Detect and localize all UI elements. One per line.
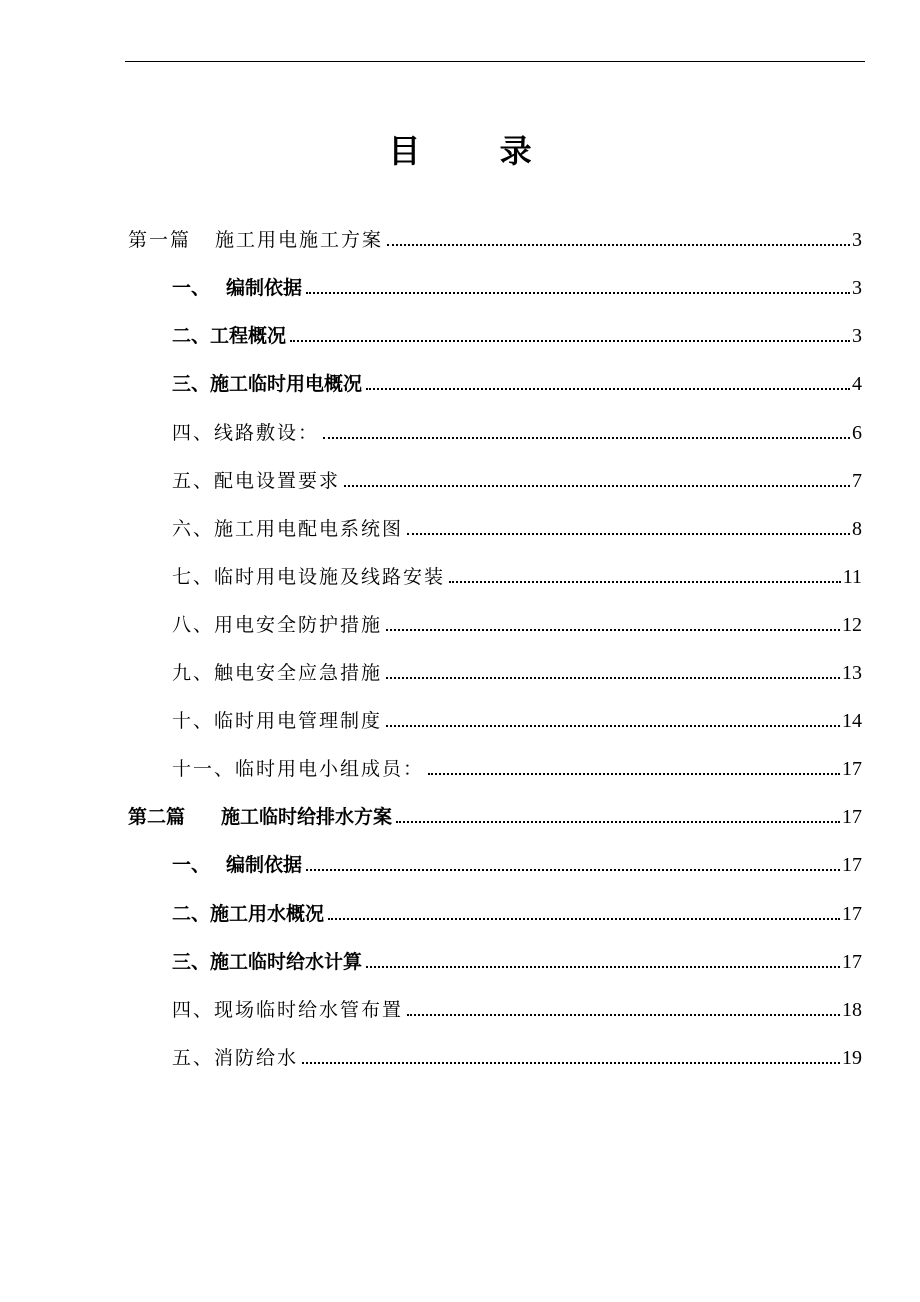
toc-page-number: 3 [852, 325, 862, 347]
toc-entry-label: 七、临时用电设施及线路安装 [172, 566, 446, 588]
toc-page-number: 17 [842, 951, 862, 973]
page-title: 目 录 [388, 132, 566, 170]
toc-entry-label: 三、施工临时给水计算 [172, 951, 363, 973]
dot-leader [386, 707, 840, 735]
dot-leader [306, 851, 840, 879]
toc-entry[interactable] [172, 322, 862, 350]
dot-leader [386, 659, 840, 687]
toc-entry-label: 八、用电安全防护措施 [172, 614, 383, 636]
toc-entry-label: 二、工程概况 [172, 325, 287, 347]
toc-entry-label: 四、现场临时给水管布置 [172, 999, 404, 1021]
toc-entry[interactable] [172, 1044, 862, 1072]
toc-page-number: 19 [842, 1047, 862, 1069]
dot-leader [407, 996, 840, 1024]
dot-leader [396, 803, 840, 831]
toc-page-number: 8 [852, 518, 862, 540]
toc-entry-label: 九、触电安全应急措施 [172, 662, 383, 684]
toc-entry-label: 十、临时用电管理制度 [172, 710, 383, 732]
toc-entry-label: 五、消防给水 [172, 1047, 299, 1069]
toc-page-number: 3 [852, 229, 862, 251]
toc-page-number: 11 [842, 566, 862, 588]
dot-leader [428, 755, 840, 783]
toc-entry[interactable] [172, 419, 862, 447]
toc-page-number: 6 [852, 422, 862, 444]
toc-entry-label: 二、施工用水概况 [172, 903, 325, 925]
dot-leader [306, 274, 850, 302]
toc-entry[interactable] [172, 900, 862, 928]
toc-entry[interactable] [172, 851, 862, 879]
toc-entry[interactable] [172, 467, 862, 495]
toc-part-number: 第一篇 [128, 229, 192, 251]
toc-entry[interactable] [172, 948, 862, 976]
toc-entry[interactable] [172, 996, 862, 1024]
toc-part-number: 第二篇 [128, 806, 186, 828]
toc-entry[interactable] [172, 515, 862, 543]
toc-page-number: 3 [852, 277, 862, 299]
toc-section-number: 一、 [172, 277, 211, 299]
dot-leader [302, 1044, 840, 1072]
toc-page-number: 7 [852, 470, 862, 492]
toc-entry-label [128, 803, 396, 831]
dot-leader [387, 226, 850, 254]
toc-page-number: 12 [842, 614, 862, 636]
toc-page-number: 4 [852, 373, 862, 395]
toc-entry[interactable] [172, 370, 862, 398]
toc-section-number: 一、 [172, 854, 211, 876]
toc-page-number: 17 [842, 806, 862, 828]
toc-page-number: 14 [842, 710, 862, 732]
toc-entry-label: 十一、临时用电小组成员： [172, 758, 425, 780]
toc-entry[interactable] [128, 226, 862, 254]
toc-entry-label: 六、施工用电配电系统图 [172, 518, 404, 540]
toc-page-number: 17 [842, 758, 862, 780]
toc-page-number: 13 [842, 662, 862, 684]
toc-section-title: 编制依据 [226, 277, 303, 299]
toc-entry-label [172, 851, 306, 879]
dot-leader [290, 322, 850, 350]
dot-leader [407, 515, 850, 543]
toc-entry[interactable] [172, 659, 862, 687]
dot-leader [449, 563, 841, 591]
toc-entry[interactable] [172, 611, 862, 639]
toc-entry[interactable] [128, 803, 862, 831]
toc-page-number: 17 [842, 903, 862, 925]
dot-leader [366, 370, 850, 398]
toc-part-title: 施工临时给排水方案 [221, 806, 393, 828]
toc-entry-label [128, 226, 387, 254]
toc-entry[interactable] [172, 274, 862, 302]
toc-entry-label: 五、配电设置要求 [172, 470, 341, 492]
toc-entry[interactable] [172, 563, 862, 591]
toc-entry-label: 三、施工临时用电概况 [172, 373, 363, 395]
toc-section-title: 编制依据 [226, 854, 303, 876]
toc-entry[interactable] [172, 707, 862, 735]
toc-page-number: 17 [842, 854, 862, 876]
toc-entry-label: 四、线路敷设： [172, 422, 320, 444]
toc-entry[interactable] [172, 755, 862, 783]
dot-leader [344, 467, 850, 495]
dot-leader [386, 611, 840, 639]
toc-page-number: 18 [842, 999, 862, 1021]
toc-entry-label [172, 274, 306, 302]
dot-leader [328, 900, 840, 928]
toc-part-title: 施工用电施工方案 [215, 229, 384, 251]
dot-leader [323, 419, 850, 447]
dot-leader [366, 948, 840, 976]
